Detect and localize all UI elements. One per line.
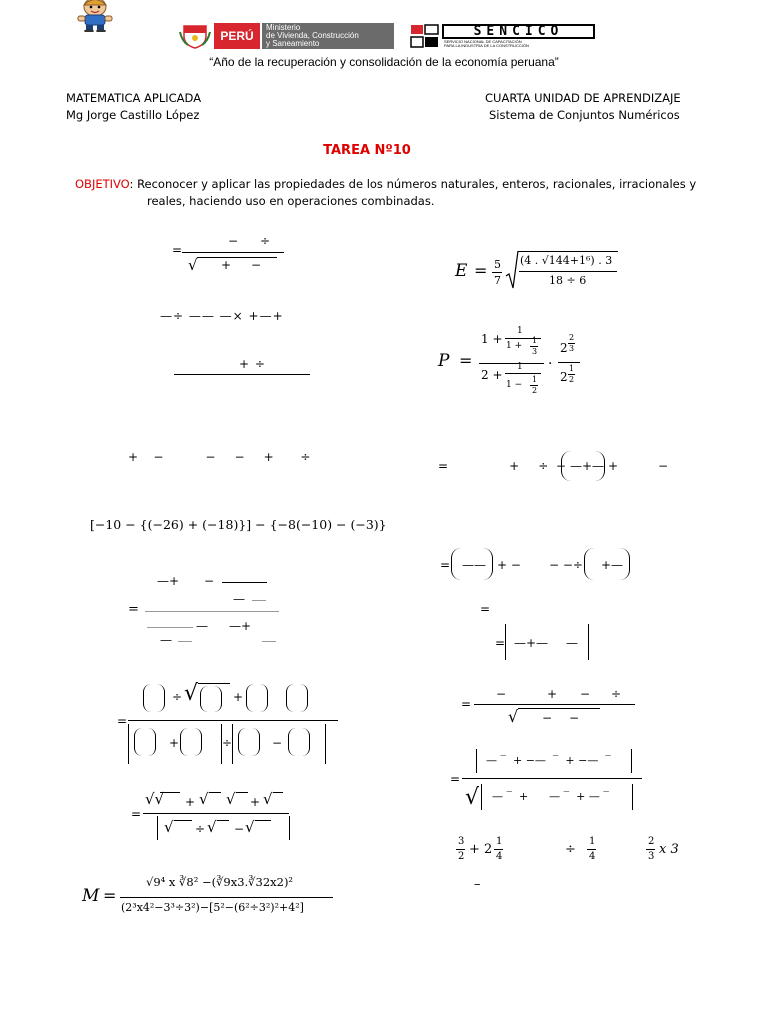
mascot-illustration <box>66 0 124 32</box>
r8-b-bar <box>587 849 596 850</box>
r8-a-mnum: 1 <box>496 836 503 847</box>
r3-fragment: = + ÷ − <box>438 459 566 473</box>
peru-badge: PERÚ <box>214 23 260 49</box>
ex7-radical-bar <box>198 683 230 684</box>
ex6-top-a: —+ <box>157 574 180 588</box>
p-n-inner-den: 3 <box>532 347 538 356</box>
ex8-rad-bar-4 <box>273 792 283 793</box>
ex8-radical-1: √√ <box>145 790 165 808</box>
r3-plus: + <box>608 459 619 473</box>
ex7-div: ÷ <box>172 690 183 704</box>
p-n1: 1 <box>517 326 523 336</box>
ex8-rad-bar-7 <box>255 820 271 821</box>
r5-equals: = <box>480 602 491 616</box>
p-n-inner-num: 1 <box>532 336 538 345</box>
ex8-rad-bar-2 <box>209 792 221 793</box>
p-d-inner: 1 − <box>506 380 523 390</box>
r7-top-inner: — ‾ + −— ‾ + −— ‾ <box>486 754 611 767</box>
r8-a-bar <box>456 849 465 850</box>
r7-radical: √ <box>465 785 480 810</box>
e-radical-bar <box>518 251 618 252</box>
r8-dash: – <box>474 877 481 892</box>
ex6-bot-c: — <box>160 633 172 647</box>
ex6-equals: = <box>128 602 139 617</box>
e-coef-den: 7 <box>494 274 501 287</box>
r6-radical: √ <box>508 707 519 726</box>
teacher-name: Mg Jorge Castillo López <box>66 108 200 122</box>
e-radicand-den: 18 ÷ 6 <box>549 274 587 287</box>
p-right-bar <box>558 362 580 363</box>
p-variable: P <box>438 351 450 371</box>
p-n-inner: 1 + <box>506 341 523 351</box>
p-dot: · <box>548 356 553 372</box>
sencico-logo <box>410 24 596 48</box>
r8-c-num: 2 <box>648 836 655 847</box>
ex1-radical: √ <box>188 256 198 274</box>
ex8-rad-bar-1 <box>160 792 180 793</box>
p-d-bar <box>505 373 541 374</box>
ex8-radical-6: √ <box>207 818 217 836</box>
e-coef-num: 5 <box>494 258 501 271</box>
r4-equals: = <box>440 558 451 572</box>
r3-inner: —+— <box>570 459 605 473</box>
m-denominator: (2³x4²−3³÷3²)−[5²−(6²÷3²)²+4²] <box>121 901 304 914</box>
ex8-minus: − <box>234 822 245 836</box>
r6-bot-minus-2: − <box>569 711 580 725</box>
p-d1: 1 <box>517 362 523 372</box>
peru-coat-of-arms-icon <box>178 23 212 49</box>
unit-name: CUARTA UNIDAD DE APRENDIZAJE <box>485 91 681 105</box>
r7-bot-inner: — ‾ + — ‾ + — ‾ <box>492 790 609 803</box>
r5-inner: —+— <box>514 636 549 650</box>
ministry-logo <box>178 23 394 49</box>
ex1-minus: − <box>228 234 239 248</box>
e-variable: E <box>455 261 468 281</box>
ex7-minus: − <box>272 736 283 750</box>
e-equals: = <box>474 261 488 280</box>
ex8-radical-3: √ <box>226 790 236 808</box>
r8-b-den: 4 <box>589 851 596 862</box>
ex8-radical-5: √ <box>164 818 174 836</box>
r4-mid-2: − −÷ <box>549 558 583 572</box>
ex8-div: ÷ <box>195 822 206 836</box>
r6-top-div: ÷ <box>611 687 622 701</box>
objective-text-1: Reconocer y aplicar las propiedades de los números naturales, enteros, racionales, irracionales y <box>137 177 697 191</box>
r3-minus: − <box>658 459 669 473</box>
r8-b-num: 1 <box>589 836 596 847</box>
objective-line-2: reales, haciendo uso en operaciones combinadas. <box>147 194 435 208</box>
p-d-inner-num: 1 <box>532 375 538 384</box>
ex7-paren-7 <box>238 728 260 756</box>
r4-inner-2: +— <box>601 558 624 572</box>
r8-c-tail: x 3 <box>659 842 679 857</box>
ex7-paren-5 <box>134 728 156 756</box>
ex6-top-line <box>252 600 266 601</box>
r7-main-bar <box>462 778 642 779</box>
ministry-name-block <box>262 23 394 49</box>
r5-inner-2: — <box>566 636 578 650</box>
ex7-plus-2: + <box>169 736 180 750</box>
bracket-expression: [−10 − {(−26) + (−18)}] − {−8(−10) − (−3)} <box>90 517 387 532</box>
ex8-radical-2: √ <box>199 790 209 808</box>
r5-equals-2: = <box>495 636 506 650</box>
ex7-paren-2 <box>200 686 222 712</box>
r8-a-num: 3 <box>458 836 465 847</box>
ex6-bot-b: —+ <box>229 619 252 633</box>
ex7-radical: √ <box>184 681 199 706</box>
p-mixed-top-num: 2 <box>569 333 575 342</box>
ex7-paren-1 <box>143 684 165 712</box>
ex7-paren-8 <box>288 728 310 756</box>
ex1-fraction-bar <box>182 252 284 253</box>
ex8-radical-7: √ <box>245 818 255 836</box>
r6-bot-minus: − <box>542 711 553 725</box>
ex8-plus-2: + <box>250 795 261 809</box>
ex6-main-bar <box>145 611 279 612</box>
ex7-main-bar <box>128 720 338 721</box>
ministry-line-2: de Vivienda, Construcción <box>266 31 359 40</box>
m-fraction-bar <box>120 897 333 898</box>
p-mixed-top-den: 3 <box>569 344 575 353</box>
e-inner-bar <box>519 271 617 272</box>
objective-line-1 <box>75 177 696 191</box>
ex1-plus: + <box>221 258 232 272</box>
ex2-fragment: —÷ —— —× +—+ <box>160 309 284 323</box>
m-numerator: √9⁴ x ∛8² −(∛9x3.∛32x2)² <box>146 875 294 889</box>
sencico-sub-2: PARA LA INDUSTRIA DE LA CONSTRUCCIÓN <box>444 43 529 48</box>
p-d-inner-den: 2 <box>532 386 538 395</box>
ex1-minus-2: − <box>251 258 262 272</box>
ex7-paren-4 <box>286 684 308 712</box>
unit-topic: Sistema de Conjuntos Numéricos <box>489 108 680 122</box>
r4-inner-1: —— <box>462 558 486 572</box>
p-den-two: 2 + <box>481 368 503 382</box>
sencico-wordmark: SENCICO <box>442 24 595 39</box>
ex1-div: ÷ <box>260 234 271 248</box>
r6-main-bar <box>474 704 635 705</box>
ex7-div-2: ÷ <box>222 736 233 750</box>
ex6-bot-line-2 <box>262 641 276 642</box>
ex4-fragment: + − − − + ÷ <box>128 450 311 464</box>
ex7-equals: = <box>117 714 128 728</box>
ex1-equals: = <box>172 243 183 257</box>
ex8-main-bar <box>143 813 289 814</box>
ministry-line-3: y Saneamiento <box>266 39 320 48</box>
r8-a-plus: + 2 <box>469 842 493 857</box>
r8-a-mbar <box>494 849 503 850</box>
r7-equals: = <box>450 772 461 786</box>
m-equals: = <box>103 886 117 905</box>
ex6-top-c: — <box>233 592 245 606</box>
ex8-radical-4: √ <box>263 790 273 808</box>
r6-top-minus: − <box>496 687 507 701</box>
r6-equals: = <box>461 697 472 711</box>
m-variable: M <box>82 886 100 906</box>
e-radicand-num: (4 . √144+1⁶) . 3 <box>520 254 613 267</box>
r8-c-bar <box>646 849 655 850</box>
ex7-plus: + <box>233 690 244 704</box>
p-mixed-bot-den: 2 <box>569 375 575 384</box>
p-main-bar <box>479 363 544 364</box>
e-coef-bar <box>492 272 502 273</box>
ex3-fraction-bar <box>174 374 310 375</box>
r8-c-den: 3 <box>648 851 655 862</box>
ex8-rad-bar-5 <box>174 820 192 821</box>
r6-top-minus-2: − <box>580 687 591 701</box>
r6-radical-bar <box>518 708 600 709</box>
year-motto: “Año de la recuperación y consolidación de la economía peruana” <box>209 55 559 69</box>
ex6-bot-bar <box>147 627 193 628</box>
sencico-emblem-icon <box>410 24 440 48</box>
ex6-top-b: − <box>204 574 215 588</box>
ministry-line-1: Ministerio <box>266 23 301 32</box>
ex8-rad-bar-3 <box>236 792 248 793</box>
p-mixed-bot-num: 1 <box>569 364 575 373</box>
p-equals: = <box>459 351 473 370</box>
course-name: MATEMATICA APLICADA <box>66 91 202 105</box>
ex7-paren-3 <box>246 684 268 712</box>
ex8-rad-bar-6 <box>217 820 229 821</box>
task-title: TAREA Nº10 <box>323 143 411 158</box>
r8-div: ÷ <box>565 842 576 857</box>
ex6-bot-a: — <box>196 619 208 633</box>
r6-top-plus: + <box>547 687 558 701</box>
ex8-plus: + <box>185 795 196 809</box>
ex3-fragment: + ÷ <box>239 357 266 371</box>
e-radical-icon <box>505 250 519 290</box>
r4-mid: + − <box>497 558 521 572</box>
objective-colon: : <box>129 177 134 191</box>
ex7-paren-6 <box>180 728 202 756</box>
sencico-sub-1: SERVICIO NACIONAL DE CAPACITACIÓN <box>444 39 522 44</box>
r8-a-den: 2 <box>458 851 465 862</box>
p-mixed-top-whole: 2 <box>560 341 568 355</box>
ex6-bot-line <box>178 641 192 642</box>
ex8-equals: = <box>131 807 142 821</box>
p-mixed-bot-whole: 2 <box>560 370 568 384</box>
ex1-radical-bar <box>197 257 277 258</box>
ex6-top-bar <box>222 582 267 583</box>
r8-a-mden: 4 <box>496 851 503 862</box>
objective-label: OBJETIVO <box>75 177 130 191</box>
p-num-one: 1 + <box>481 332 503 346</box>
